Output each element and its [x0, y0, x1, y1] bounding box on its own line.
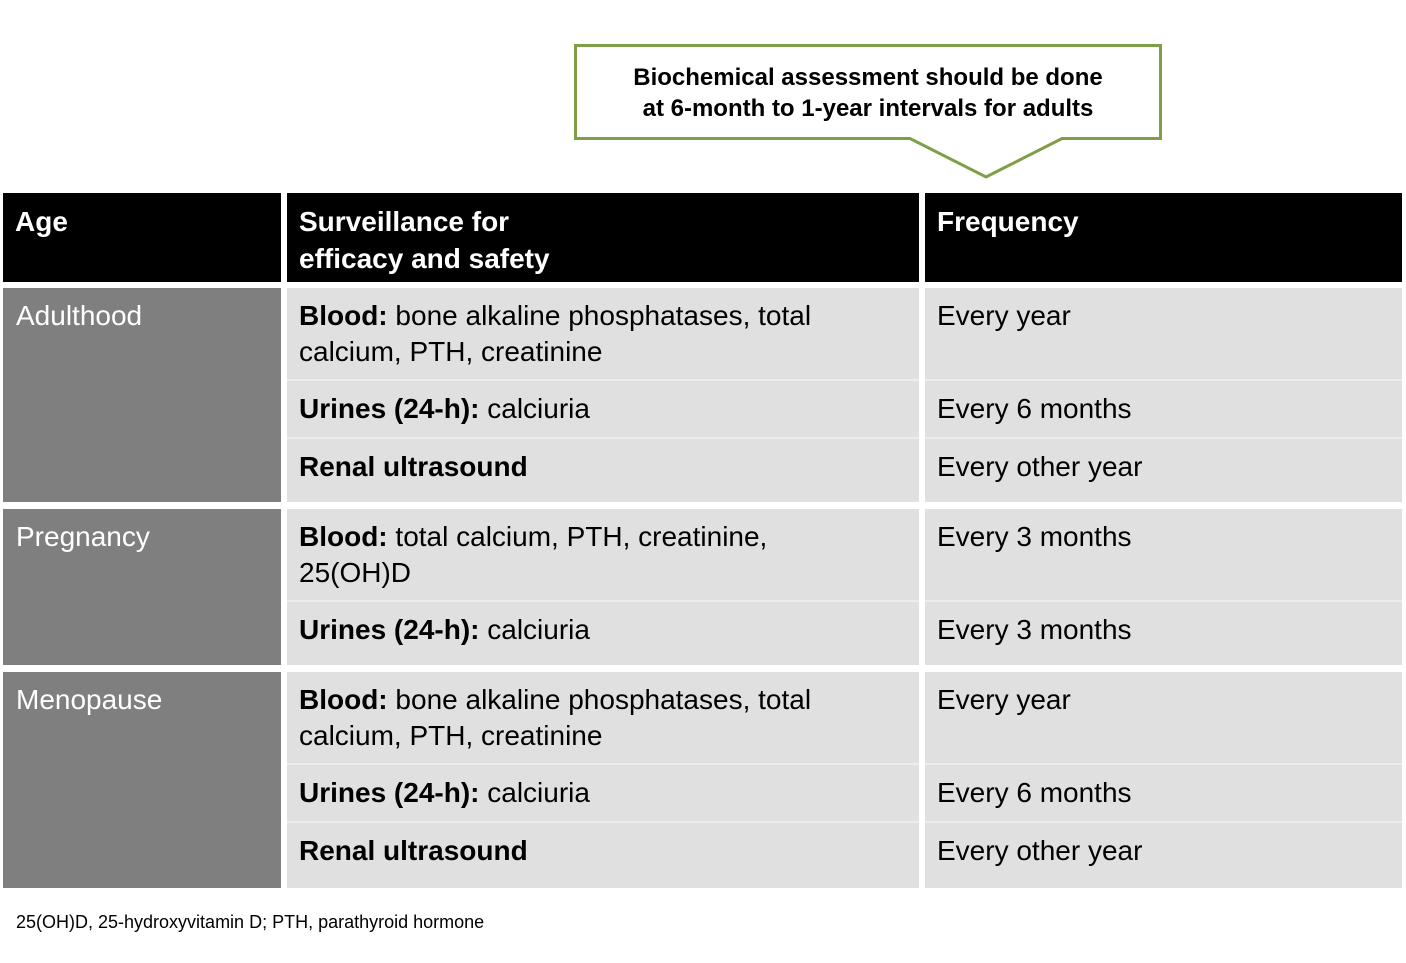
frequency-text: Every 3 months	[937, 521, 1132, 552]
row-label: Blood:	[299, 300, 388, 331]
age-cell-adulthood	[3, 288, 281, 502]
frequency-text: Every 6 months	[937, 393, 1132, 424]
row-text: calciuria	[487, 614, 590, 645]
age-cell-menopause	[3, 672, 281, 888]
header-surveillance-line-2: efficacy and safety	[299, 243, 550, 274]
frequency-cell	[925, 288, 1402, 379]
age-label: Pregnancy	[16, 521, 150, 552]
age-label: Menopause	[16, 684, 163, 715]
frequency-cell	[925, 602, 1402, 665]
row-text-line-2: calcium, PTH, creatinine	[299, 336, 603, 367]
frequency-text: Every year	[937, 684, 1071, 715]
table-row	[287, 672, 919, 763]
row-label: Urines (24-h):	[299, 393, 480, 424]
frequency-cell	[925, 765, 1402, 821]
header-age	[3, 193, 281, 282]
frequency-cell	[925, 672, 1402, 763]
age-cell-pregnancy	[3, 509, 281, 665]
row-text: calciuria	[487, 393, 590, 424]
table-row	[287, 602, 919, 665]
row-label: Blood:	[299, 521, 388, 552]
frequency-cell	[925, 823, 1402, 888]
row-label: Urines (24-h):	[299, 777, 480, 808]
table-row	[287, 765, 919, 821]
group-pregnancy	[3, 509, 1402, 665]
footnote: 25(OH)D, 25-hydroxyvitamin D; PTH, parathyroid hormone	[16, 912, 485, 932]
frequency-text: Every 6 months	[937, 777, 1132, 808]
row-text-line-2: calcium, PTH, creatinine	[299, 720, 603, 751]
callout-text	[574, 62, 1162, 124]
row-label: Renal ultrasound	[299, 835, 528, 866]
frequency-text: Every other year	[937, 835, 1143, 866]
callout-box	[574, 44, 1162, 140]
table-row	[287, 288, 919, 379]
row-label: Urines (24-h):	[299, 614, 480, 645]
table-header-row	[3, 193, 1402, 282]
row-text: calciuria	[487, 777, 590, 808]
frequency-text: Every year	[937, 300, 1071, 331]
callout-line-2: at 6-month to 1-year intervals for adults	[642, 95, 1094, 122]
header-frequency	[925, 193, 1402, 282]
header-age-label: Age	[15, 206, 68, 237]
group-menopause	[3, 672, 1402, 888]
callout-line-1: Biochemical assessment should be done	[633, 64, 1103, 91]
table-row	[287, 439, 919, 502]
header-surveillance-line-1: Surveillance for	[299, 206, 510, 237]
frequency-cell	[925, 381, 1402, 437]
group-adulthood	[3, 288, 1402, 502]
table-row	[287, 381, 919, 437]
age-label: Adulthood	[16, 300, 143, 331]
header-frequency-label: Frequency	[937, 206, 1079, 237]
row-label: Renal ultrasound	[299, 451, 528, 482]
table-row	[287, 823, 919, 888]
row-text: bone alkaline phosphatases, total	[395, 300, 812, 331]
row-label: Blood:	[299, 684, 388, 715]
table-row	[287, 509, 919, 600]
frequency-text: Every 3 months	[937, 614, 1132, 645]
row-text: bone alkaline phosphatases, total	[395, 684, 812, 715]
frequency-cell	[925, 439, 1402, 502]
header-surveillance	[287, 193, 919, 282]
row-text-line-2: 25(OH)D	[299, 557, 412, 588]
row-text: total calcium, PTH, creatinine,	[395, 521, 768, 552]
frequency-cell	[925, 509, 1402, 600]
frequency-text: Every other year	[937, 451, 1143, 482]
